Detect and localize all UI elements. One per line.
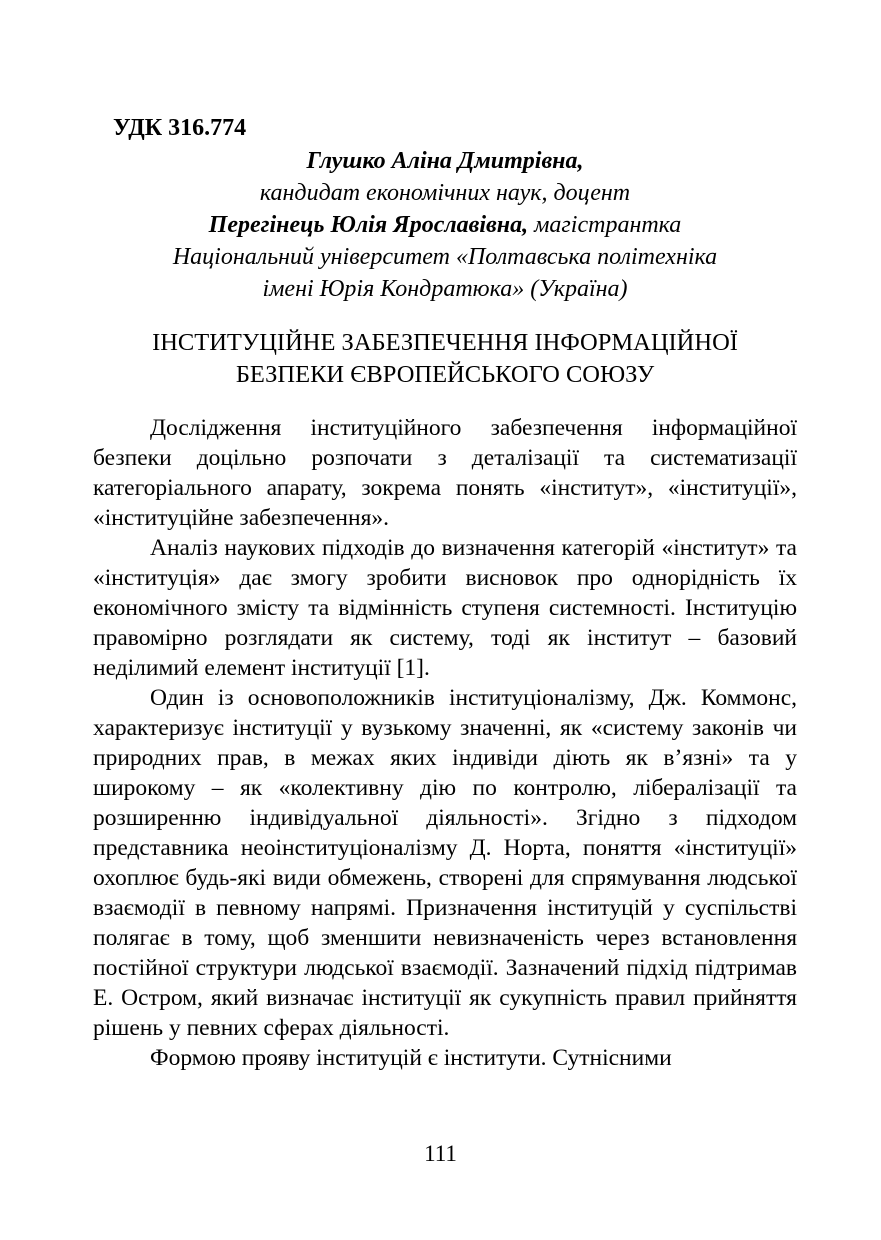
affiliation-line-1: Національний університет «Полтавська політехніка: [172, 244, 718, 270]
author2-line: [93, 209, 797, 241]
body-paragraph: Один із основоположників інституціоналізму, Дж. Коммонс, характеризує інституції у вузькому значенні, як «систему законів чи природних прав, в межах яких індивіди діють як в’язні» та у широкому – як «колективну дію по контролю, лібералізації та розширенню індивідуальної діяльності». Згідно з підходом представника неоінституціоналізму Д. Норта, поняття «інституції» охоплює будь-які види обмежень, створені для спрямування людської взаємодії в певному напрямі. Призначення інституцій у суспільстві полягає в тому, щоб зменшити невизначеність через встановлення постійної структури людської взаємодії. Зазначений підхід підтримав Е. Остром, який визначає інституції як сукупність правил прийняття рішень у певних сферах діяльності.: [93, 685, 797, 1041]
body-paragraph: Аналіз наукових підходів до визначення категорій «інститут» та «інституція» дає змогу зробити висновок про однорідність їх економічного змісту та відмінність ступеня системності. Інституцію правомірно розглядати як систему, тоді як інститут – базовий неділимий елемент інституції [1].: [93, 535, 797, 681]
article-title: ІНСТИТУЦІЙНЕ ЗАБЕЗПЕЧЕННЯ ІНФОРМАЦІЙНОЇ БЕЗПЕКИ ЄВРОПЕЙСЬКОГО СОЮЗУ: [152, 329, 738, 388]
byline: [93, 145, 797, 305]
page-number: 111: [424, 1141, 457, 1166]
author2-name: Перегінець Юлія Ярославівна,: [208, 212, 529, 238]
article-body: [93, 413, 797, 1073]
udc-number: УДК 316.774: [113, 115, 247, 141]
affiliation-line-2: імені Юрія Кондратюка» (Україна): [262, 276, 628, 302]
author1-name: Глушко Аліна Дмитрівна,: [306, 148, 584, 174]
body-paragraph: Формою прояву інституцій є інститути. Сутнісними: [150, 1045, 672, 1071]
body-paragraph: Дослідження інституційного забезпечення інформаційної безпеки доцільно розпочати з деталізації та систематизації категоріального апарату, зокрема понять «інститут», «інституції», «інституційне забезпечення».: [93, 415, 797, 531]
author1-role: кандидат економічних наук, доцент: [259, 180, 631, 206]
author2-role: магістрантка: [528, 212, 682, 238]
